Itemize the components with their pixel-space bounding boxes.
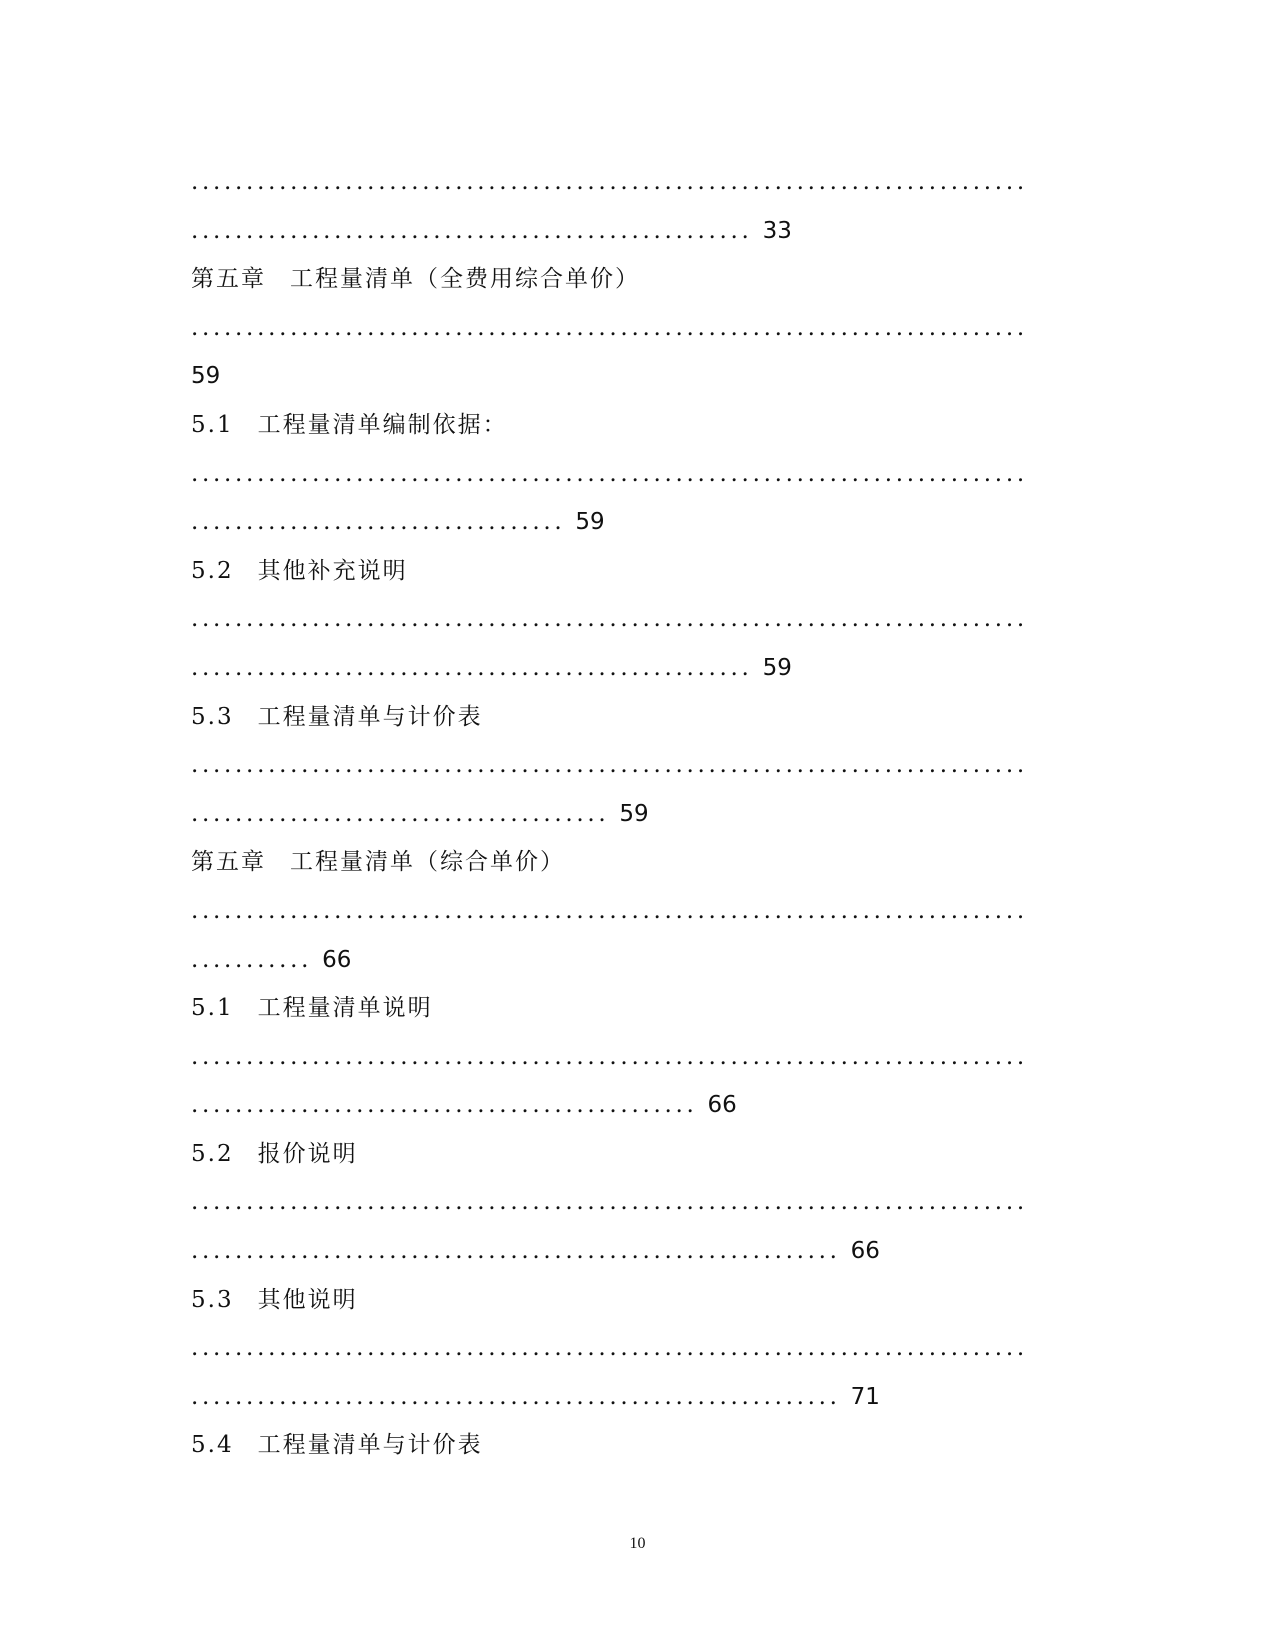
- dot-leader: ............................................................................: [191, 752, 1028, 779]
- dot-leader: ............................................................................: [191, 606, 1028, 633]
- toc-dots-line: [191, 595, 1071, 644]
- toc-dots-line: [191, 887, 1071, 936]
- toc-entry-number: 第五章: [191, 266, 266, 293]
- dot-leader: ............................................................................: [191, 1335, 1028, 1362]
- toc-entry-number: 5.1: [191, 995, 234, 1022]
- toc-entry-heading[interactable]: [191, 547, 1071, 596]
- toc-entry-title: 工程量清单编制依据：: [257, 411, 508, 438]
- toc-dots-line: [191, 741, 1071, 790]
- toc-entry-number: 5.3: [191, 1286, 234, 1313]
- toc-entry-title: 其他补充说明: [257, 557, 408, 584]
- toc-dots-line: [191, 207, 1071, 256]
- toc-dots-line: [191, 1178, 1071, 1227]
- dot-leader: ..................................: [191, 509, 566, 536]
- dot-leader: ............................................................................: [191, 897, 1028, 924]
- toc-entry-number: 5.4: [191, 1432, 234, 1459]
- toc-entry-number: 5.1: [191, 411, 234, 438]
- toc-entry-title: 工程量清单与计价表: [257, 703, 483, 730]
- toc-entry-number: 5.3: [191, 703, 234, 730]
- toc-entry-heading[interactable]: [191, 984, 1071, 1033]
- toc-entry-title: 报价说明: [257, 1140, 358, 1167]
- toc-page-number[interactable]: 33: [762, 217, 792, 244]
- toc-dots-line: [191, 450, 1071, 499]
- toc-dots-line: [191, 158, 1071, 207]
- dot-leader: ...........................................................: [191, 1238, 841, 1265]
- toc-entry-title: 其他说明: [257, 1286, 358, 1313]
- toc-entry-heading[interactable]: [191, 1276, 1071, 1325]
- toc-dots-line: [191, 304, 1071, 353]
- toc-dots-line: [191, 644, 1071, 693]
- toc-entry-title: 工程量清单（综合单价）: [290, 849, 565, 876]
- toc-page-number[interactable]: 66: [850, 1238, 880, 1265]
- toc-dots-line: [191, 790, 1071, 839]
- toc-page-number[interactable]: 59: [575, 509, 605, 536]
- toc-page-number[interactable]: 66: [322, 946, 352, 973]
- toc-page-number[interactable]: 71: [850, 1383, 880, 1410]
- toc-entry-number: 5.2: [191, 1140, 234, 1167]
- dot-leader: ............................................................................: [191, 1189, 1028, 1216]
- toc-dots-line: [191, 1227, 1071, 1276]
- dot-leader: ......................................: [191, 800, 610, 827]
- toc-dots-line: [191, 1324, 1071, 1373]
- toc-entry-heading[interactable]: [191, 1130, 1071, 1179]
- toc-dots-line: [191, 1033, 1071, 1082]
- toc-entry-heading[interactable]: [191, 838, 1071, 887]
- dot-leader: ...................................................: [191, 217, 753, 244]
- dot-leader: ...........................................................: [191, 1383, 841, 1410]
- toc-dots-line: [191, 498, 1071, 547]
- toc-entry-heading[interactable]: [191, 255, 1071, 304]
- dot-leader: ............................................................................: [191, 169, 1028, 195]
- toc-dots-line: [191, 1081, 1071, 1130]
- dot-leader: ..............................................: [191, 1092, 698, 1119]
- toc-page-number[interactable]: 59: [191, 363, 221, 390]
- toc-dots-line: [191, 1373, 1071, 1422]
- toc-entry-heading[interactable]: [191, 401, 1071, 450]
- dot-leader: ...........: [191, 946, 313, 973]
- toc-entry-title: 工程量清单与计价表: [257, 1432, 483, 1459]
- toc-entry-title: 工程量清单说明: [257, 995, 433, 1022]
- toc-entry-heading[interactable]: [191, 1421, 1071, 1470]
- toc-entry-title: 工程量清单（全费用综合单价）: [290, 266, 640, 293]
- toc-dots-line: [191, 936, 1071, 985]
- toc-page-number[interactable]: 59: [762, 654, 792, 681]
- dot-leader: ............................................................................: [191, 460, 1028, 487]
- toc-page-number[interactable]: 59: [619, 800, 649, 827]
- toc-entry-number: 5.2: [191, 557, 234, 584]
- dot-leader: ............................................................................: [191, 1043, 1028, 1070]
- page-footer-number: 10: [629, 1535, 646, 1552]
- table-of-contents: [191, 158, 1071, 1470]
- toc-dots-line: [191, 352, 1071, 401]
- dot-leader: ...................................................: [191, 654, 753, 681]
- dot-leader: ............................................................................: [191, 314, 1028, 341]
- toc-entry-number: 第五章: [191, 849, 266, 876]
- toc-entry-heading[interactable]: [191, 693, 1071, 742]
- toc-page-number[interactable]: 66: [707, 1092, 737, 1119]
